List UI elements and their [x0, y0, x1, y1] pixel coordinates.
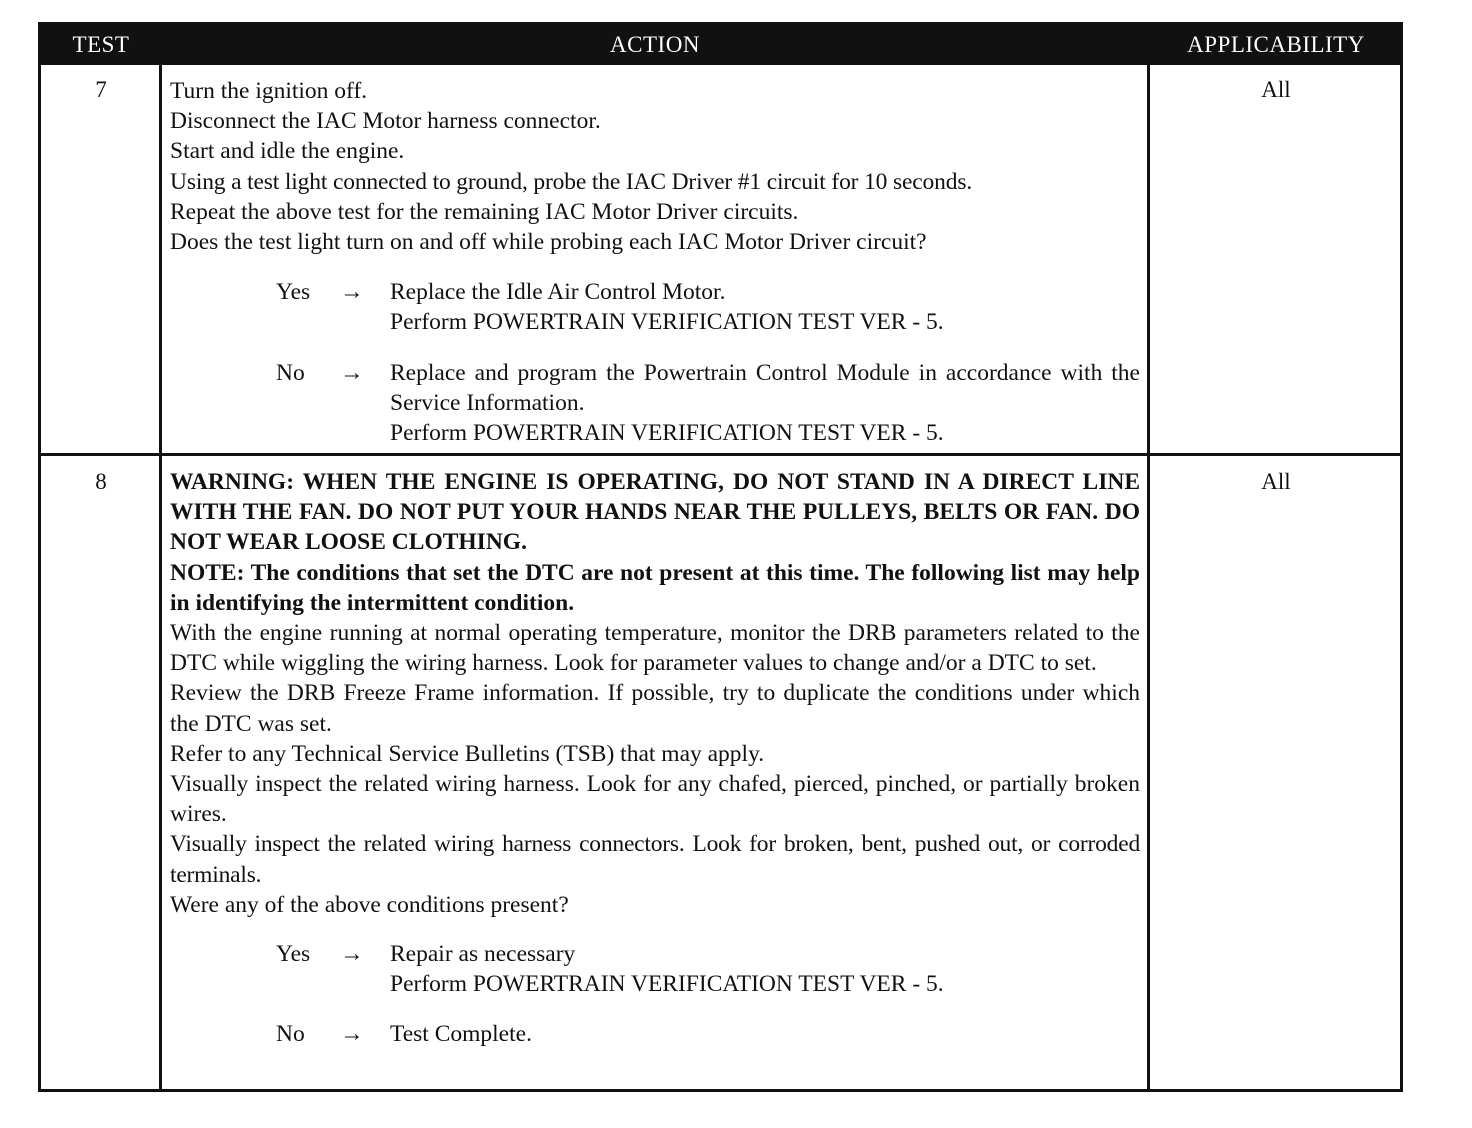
table-header — [41, 25, 1400, 65]
branch-line: Perform POWERTRAIN VERIFICATION TEST VER - 5. — [390, 971, 944, 998]
note-text: NOTE: The conditions that set the DTC are not present at this time. The following list may help in identifying the intermittent condition. — [170, 559, 1140, 616]
diagnostic-table — [38, 22, 1403, 1092]
applicability-value: All — [1261, 77, 1291, 102]
yes-branch — [170, 277, 1140, 337]
action-line: Visually inspect the related wiring harness connectors. Look for broken, bent, pushed out, or corroded terminals. — [170, 831, 1140, 888]
test-number: 8 — [95, 469, 107, 494]
action-line: Using a test light connected to ground, probe the IAC Driver #1 circuit for 10 seconds. — [170, 168, 973, 195]
action-line: Review the DRB Freeze Frame information. If possible, try to duplicate the conditions under which the DTC was set. — [170, 680, 1140, 737]
action-line: Visually inspect the related wiring harness. Look for any chafed, pierced, pinched, or partially broken wires. — [170, 771, 1140, 828]
header-action: ACTION — [610, 32, 700, 57]
action-line: Turn the ignition off. — [170, 78, 368, 104]
action-line: With the engine running at normal operating temperature, monitor the DRB parameters related to the DTC while wiggling the wiring harness. Look for parameter values to change and/or a DTC to set. — [170, 620, 1140, 677]
action-line: Disconnect the IAC Motor harness connector. — [170, 108, 601, 135]
branch-line: Perform POWERTRAIN VERIFICATION TEST VER - 5. — [390, 309, 944, 336]
header-test: TEST — [72, 32, 130, 57]
no-branch — [170, 1019, 1140, 1049]
header-applicability: APPLICABILITY — [1187, 32, 1365, 57]
yes-label: Yes — [276, 941, 311, 968]
action-line: Start and idle the engine. — [170, 138, 405, 165]
branch-line: Perform POWERTRAIN VERIFICATION TEST VER - 5. — [390, 420, 944, 447]
applicability-value: All — [1261, 469, 1291, 494]
yes-branch — [170, 939, 1140, 999]
branch-line: Repair as necessary — [390, 941, 576, 968]
row-divider — [41, 453, 1400, 456]
arrow-icon: → — [340, 941, 364, 968]
action-cell-test-7 — [170, 76, 1140, 448]
arrow-icon: → — [340, 359, 364, 386]
action-cell-test-8 — [170, 467, 1140, 1050]
column-divider — [1147, 65, 1150, 1089]
action-line: Refer to any Technical Service Bulletins (TSB) that may apply. — [170, 740, 765, 767]
column-divider — [159, 65, 162, 1089]
no-branch — [170, 358, 1140, 449]
action-line: Does the test light turn on and off while probing each IAC Motor Driver circuit? — [170, 229, 927, 256]
test-number: 7 — [95, 77, 107, 102]
action-line: Were any of the above conditions present? — [170, 891, 569, 918]
arrow-icon: → — [340, 1021, 364, 1048]
branch-line: Replace the Idle Air Control Motor. — [390, 279, 726, 306]
arrow-icon: → — [340, 279, 364, 306]
action-line: Repeat the above test for the remaining IAC Motor Driver circuits. — [170, 198, 799, 225]
warning-text: WARNING: WHEN THE ENGINE IS OPERATING, DO NOT STAND IN A DIRECT LINE WITH THE FAN. DO NOT PUT YOUR HANDS NEAR THE PULLEYS, BELTS OR FAN. DO NOT WEAR LOOSE CLOTHING. — [170, 469, 1140, 556]
branch-line: Test Complete. — [390, 1021, 532, 1048]
no-label: No — [276, 359, 305, 386]
branch-line: Replace and program the Powertrain Control Module in accordance with the Service Information. — [390, 359, 1140, 416]
yes-label: Yes — [276, 279, 311, 306]
no-label: No — [276, 1021, 305, 1048]
